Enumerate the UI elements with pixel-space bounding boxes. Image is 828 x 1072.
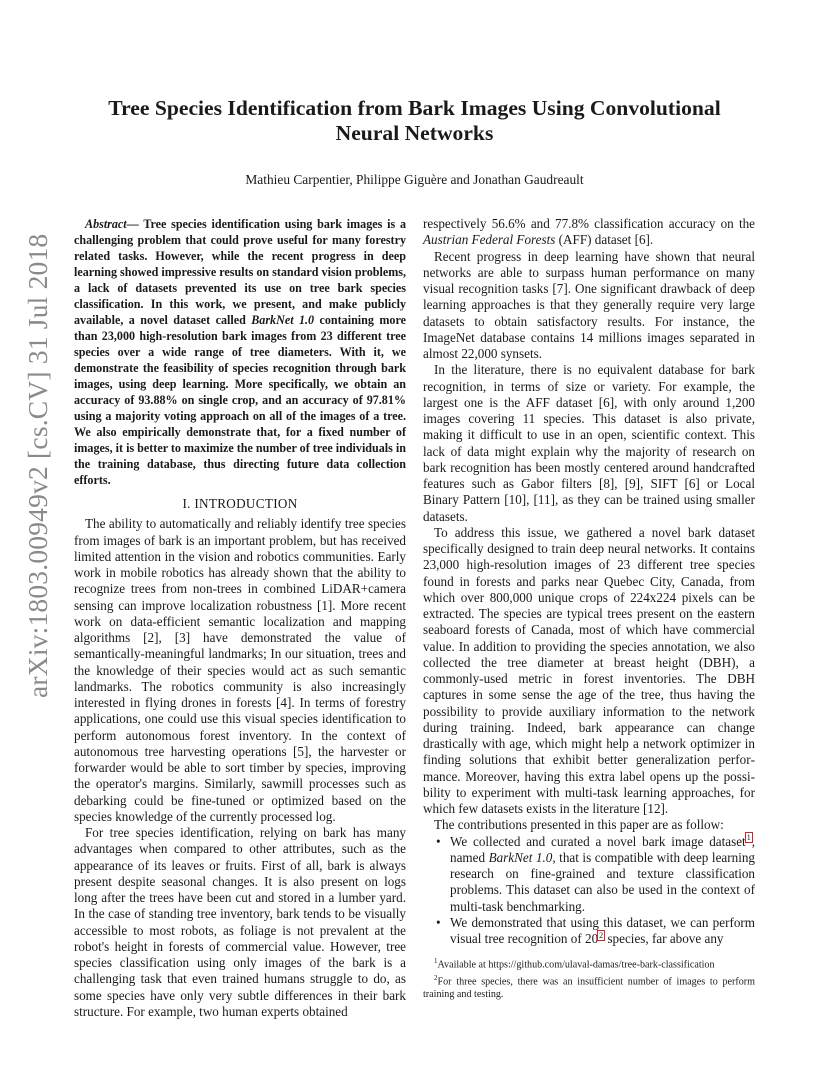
- contribution-text: We demonstrated that using this dataset, we can perform visual tree recognition of 20: [450, 914, 755, 946]
- footnote-text: Available at https://github.com/ulaval-damas/tree-bark-classification: [437, 959, 715, 971]
- intro-paragraph-1: The ability to automatically and reliably identify tree species from images of bark is an important problem, but has received limited attention in the vision and robotics communities. Early work in mobile robotics has already shown that the ability to recognize trees from non-trees in combined LiDAR+camera sensing can improve localization robustness [1]. More recent work on data-efficient semantic localization and mapping algorithms [2], [3] have demonstrated the value of semantically-meaningful landmarks; In our situation, trees and the knowledge of their species would act as such semantic landmarks. The robotics community is also increasingly interested in flying drones in forests [4]. In terms of forestry applications, one could use this visual species identification to perform autonomous forest inventory. In the context of autonomous tree harvesting operations [5], the harvester or forwarder would be able to sort timber by species, improving the operator's margins. Similarly, sawmill processes such as debarking could be fine-tuned or optimized based on the species knowledge of the currently processed log.: [74, 516, 406, 824]
- footnote-mark: 2: [434, 973, 438, 982]
- abstract-text-2: containing more than 23,000 high-resolution bark images from 23 different tree species over a wide range of tree diameters. With it, we demonstrate the feasibility of species recognition through bark images, using deep learning. More specifically, we obtain an accuracy of 93.88% on single crop, and an accuracy of 97.81% using a majority voting approach on all of the images of a tree. We also empirically demonstrate that, for a fixed number of images, it is better to maximize the number of tree individuals in the training database, thus directing future data collection efforts.: [74, 313, 406, 487]
- contribution-text: , named: [450, 833, 755, 865]
- intro-paragraph-3: Recent progress in deep learning have shown that neural networks are able to surpass human performance on many visual recognition tasks [7]. One significant drawback of deep learning approaches is that they generally require very large datasets to obtain satisfactory results. For instance, the ImageNet database contains 14 millions images separated in almost 22,000 synsets.: [423, 248, 755, 361]
- contribution-item: [450, 834, 755, 915]
- author-list: Mathieu Carpentier, Philippe Giguère and Jonathan Gaudreault: [245, 172, 584, 187]
- footnotes: [423, 955, 755, 1001]
- intro-paragraph-4: In the literature, there is no equivalent database for bark recognition, in terms of size or variety. For example, the largest one is the AFF dataset [6], with only around 1,200 images covering 11 species. This dataset is also private, making it difficult to use in an open, scientific context. This lack of data might explain why the majority of research on bark recognition has been mostly centered around handcrafted features such as Gabor filters [8], [9], SIFT [6] or Local Binary Pattern [10], [11], as they can be trained using smaller datasets.: [423, 362, 755, 524]
- abstract: [74, 216, 406, 488]
- contribution-text: , that is compatible with deep learning research on fine-grained and texture classification problems. This dataset can also be used in the context of multi-task benchmarking.: [450, 849, 755, 914]
- contribution-item: [450, 915, 755, 948]
- contributions-list: [423, 834, 755, 948]
- aff-dataset-name: Austrian Federal Forests: [423, 232, 556, 248]
- title-line-2: Neural Networks: [335, 121, 494, 145]
- abstract-dash: —: [126, 217, 144, 231]
- abstract-label: Abstract: [85, 217, 127, 231]
- right-column: [423, 216, 755, 947]
- dataset-name: BarkNet 1.0: [251, 313, 315, 327]
- left-column: [74, 216, 406, 1020]
- intro-paragraph-2-continued: [423, 216, 755, 249]
- footnote-mark: 1: [434, 957, 438, 965]
- p2-cont-text-1: respectively 56.6% and 77.8% classification accuracy on the: [423, 216, 755, 231]
- title-line-1: Tree Species Identification from Bark Images Using Convolutional: [108, 96, 721, 120]
- footnote-text: For three species, there was an insufficient number of images to perform training and testing.: [423, 975, 755, 1001]
- section-heading-introduction: I. INTRODUCTION: [182, 496, 298, 511]
- footnote-link-1[interactable]: 1: [746, 833, 751, 843]
- intro-paragraph-2: For tree species identification, relying on bark has many advantages when compared to other attributes, such as the appearance of its leaves or fruits. First of all, bark is always present despite seasonal changes. It is also present on logs long after the trees have been cut and stored in a lumber yard. In the case of standing tree inventory, bark tends to be visually accessible to most robots, as foliage is not prevalent at the robot's height in forests of commercial value. However, tree species classification using only images of the bark is a challenging task that even trained humans struggle to do, as some species have only very subtle differences in their bark structure. For example, two human experts obtained: [74, 825, 406, 1019]
- footnote-link-2[interactable]: 2: [599, 930, 604, 940]
- arxiv-identifier-stamp: arXiv:1803.00949v2 [cs.CV] 31 Jul 2018: [22, 233, 53, 698]
- abstract-text-1: Tree species identification using bark images is a challenging problem that could prove useful for many forestry related tasks. However, while the recent progress in deep learning showed impressive results on standard vision problems, a lack of datasets prevented its use on tree bark species classification. In this work, we present, and make publicly available, a novel dataset called: [74, 217, 406, 327]
- footnote-2: [423, 972, 755, 1002]
- p2-cont-text-2: (AFF) dataset [6].: [555, 232, 654, 248]
- contribution-text: species, far above any: [604, 931, 724, 946]
- contribution-text: We collected and curated a novel bark image dataset: [450, 833, 746, 849]
- footnote-1: [423, 955, 755, 972]
- intro-paragraph-6: The contributions presented in this paper are as follow:: [434, 817, 724, 833]
- intro-paragraph-5: To address this issue, we gathered a novel bark dataset specifically designed to train deep neural networks. It contains 23,000 high-resolution images of 23 different tree species found in forests and parks near Quebec City, Canada, from which over 800,000 unique crops of 224x224 pixels can be extracted. The species are typical trees present on the eastern seaboard forests of Canada, most of which have commercial value. In addition to providing the species annotation, we also collected the tree diameter at breast height (DBH), a commonly-used metric in forest inventories. The DBH captures in some sense the age of the tree, thus having the possibility to provide auxiliary information to the network during training. Indeed, bark appearance can change drastically with age, which might help a network optimizer in finding solutions that exhibit better generalization performance. Moreover, having this extra label opens up the possibility to experiment with multi-task learning approaches, for which few datasets exists in the literature [12].: [423, 524, 755, 816]
- dataset-name: BarkNet 1.0: [488, 849, 553, 865]
- paper-title: [74, 96, 755, 146]
